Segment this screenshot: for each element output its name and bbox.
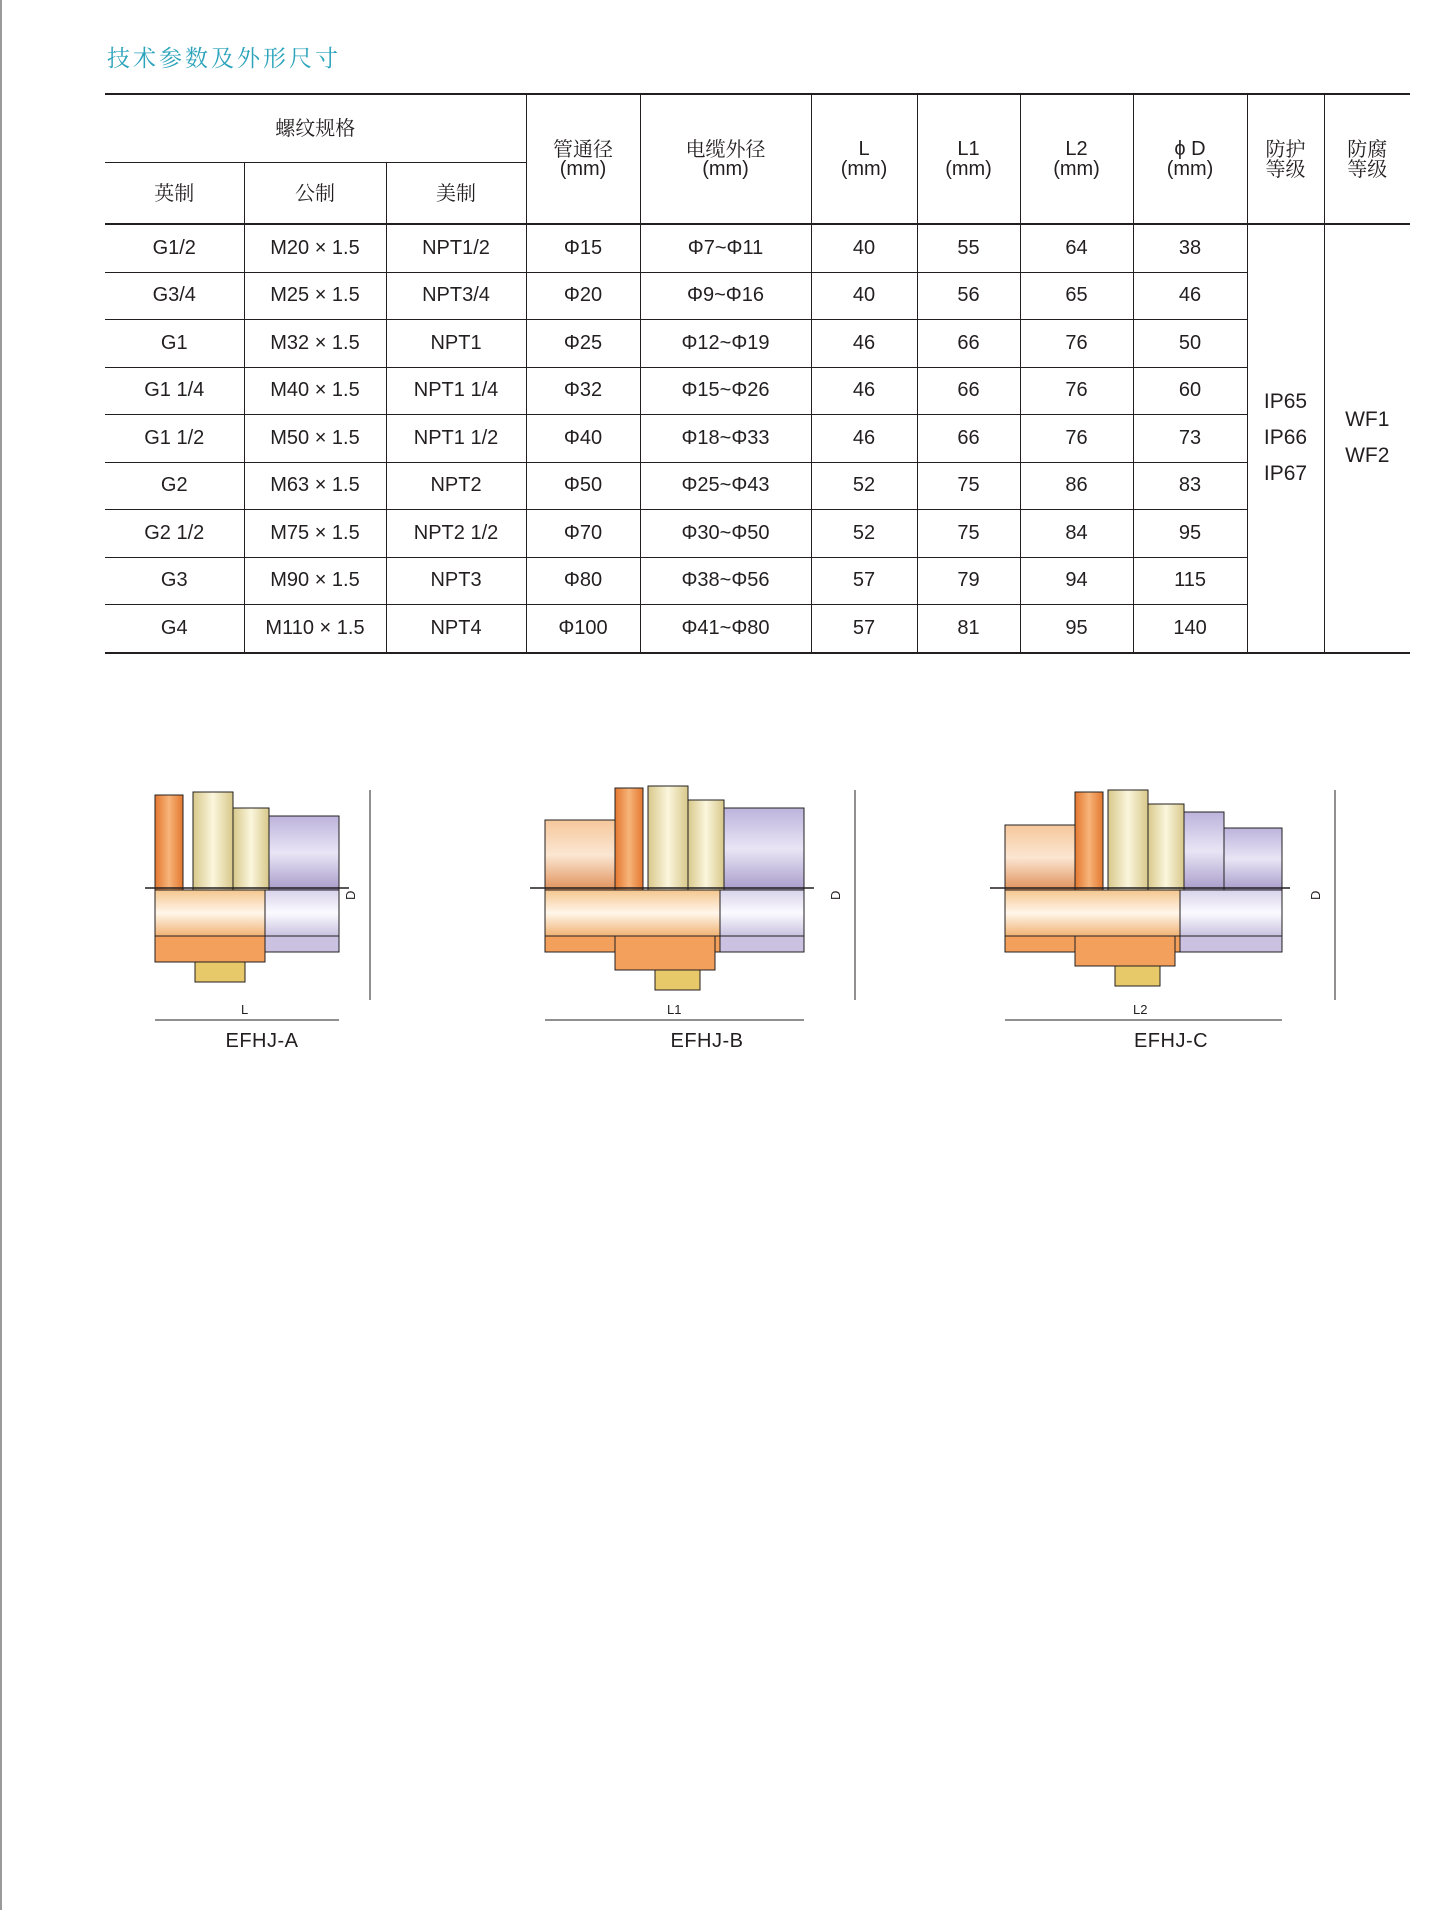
table-cell: Φ15 bbox=[526, 224, 640, 272]
table-cell: 115 bbox=[1133, 557, 1247, 605]
table-cell: 40 bbox=[811, 224, 917, 272]
table-cell: NPT1 bbox=[386, 320, 526, 368]
table-row bbox=[105, 224, 1410, 272]
table-cell: Φ12~Φ19 bbox=[640, 320, 811, 368]
table-cell: 86 bbox=[1020, 462, 1133, 510]
table-cell: 57 bbox=[811, 605, 917, 653]
table-row bbox=[105, 320, 1410, 368]
table-cell: 55 bbox=[917, 224, 1020, 272]
spec-table bbox=[105, 93, 1410, 654]
figure-label-efhj-a: EFHJ-A bbox=[225, 1030, 299, 1052]
table-cell: 64 bbox=[1020, 224, 1133, 272]
protection-header: 防护 等级 bbox=[1247, 94, 1324, 224]
table-cell: Φ80 bbox=[526, 557, 640, 605]
table-cell: Φ15~Φ26 bbox=[640, 367, 811, 415]
table-row bbox=[105, 462, 1410, 510]
table-row bbox=[105, 367, 1410, 415]
table-cell: NPT1/2 bbox=[386, 224, 526, 272]
table-cell: Φ9~Φ16 bbox=[640, 272, 811, 320]
table-row bbox=[105, 510, 1410, 558]
table-cell: Φ50 bbox=[526, 462, 640, 510]
table-cell: NPT3/4 bbox=[386, 272, 526, 320]
table-row bbox=[105, 557, 1410, 605]
table-cell: 84 bbox=[1020, 510, 1133, 558]
table-cell: G2 1/2 bbox=[105, 510, 244, 558]
table-cell: G4 bbox=[105, 605, 244, 653]
figure-efhj-c bbox=[990, 780, 1390, 1070]
table-cell: Φ7~Φ11 bbox=[640, 224, 811, 272]
table-cell: M32 × 1.5 bbox=[244, 320, 386, 368]
table-cell: Φ25~Φ43 bbox=[640, 462, 811, 510]
table-cell: 66 bbox=[917, 415, 1020, 463]
imperial-header: 英制 bbox=[105, 162, 244, 224]
dim-d-label: D bbox=[343, 890, 358, 900]
table-cell: 95 bbox=[1133, 510, 1247, 558]
table-cell: M20 × 1.5 bbox=[244, 224, 386, 272]
table-cell: NPT4 bbox=[386, 605, 526, 653]
table-cell: 94 bbox=[1020, 557, 1133, 605]
table-cell: Φ25 bbox=[526, 320, 640, 368]
table-cell: 95 bbox=[1020, 605, 1133, 653]
table-cell: 46 bbox=[1133, 272, 1247, 320]
table-cell: 38 bbox=[1133, 224, 1247, 272]
table-cell: NPT2 1/2 bbox=[386, 510, 526, 558]
table-cell: NPT2 bbox=[386, 462, 526, 510]
dim-l1-label: L1 bbox=[667, 1002, 682, 1017]
table-cell: G3 bbox=[105, 557, 244, 605]
cable-od-header: 电缆外径 (mm) bbox=[640, 94, 811, 224]
table-cell: G3/4 bbox=[105, 272, 244, 320]
figure-label-efhj-c: EFHJ-C bbox=[1133, 1030, 1209, 1052]
figure-label-efhj-b: EFHJ-B bbox=[670, 1030, 744, 1052]
dim-d-label: D bbox=[828, 890, 843, 900]
dim-l2-label: L2 bbox=[1133, 1002, 1148, 1017]
table-cell: 65 bbox=[1020, 272, 1133, 320]
table-cell: G1 1/2 bbox=[105, 415, 244, 463]
table-cell: 76 bbox=[1020, 367, 1133, 415]
table-cell: 40 bbox=[811, 272, 917, 320]
table-cell: 66 bbox=[917, 320, 1020, 368]
table-cell: M63 × 1.5 bbox=[244, 462, 386, 510]
dim-d-label: D bbox=[1308, 890, 1323, 900]
table-cell: 46 bbox=[811, 415, 917, 463]
table-cell: 60 bbox=[1133, 367, 1247, 415]
corrosion-header: 防腐 等级 bbox=[1324, 94, 1410, 224]
table-cell: NPT3 bbox=[386, 557, 526, 605]
table-cell: 75 bbox=[917, 462, 1020, 510]
table-cell: M90 × 1.5 bbox=[244, 557, 386, 605]
table-cell: 46 bbox=[811, 320, 917, 368]
metric-header: 公制 bbox=[244, 162, 386, 224]
table-cell: 50 bbox=[1133, 320, 1247, 368]
table-cell: G1/2 bbox=[105, 224, 244, 272]
table-cell: Φ38~Φ56 bbox=[640, 557, 811, 605]
table-cell: G1 1/4 bbox=[105, 367, 244, 415]
table-cell: 81 bbox=[917, 605, 1020, 653]
table-cell: M50 × 1.5 bbox=[244, 415, 386, 463]
table-cell: 75 bbox=[917, 510, 1020, 558]
table-cell: 73 bbox=[1133, 415, 1247, 463]
table-cell: 76 bbox=[1020, 320, 1133, 368]
pipe-bore-header: 管通径 (mm) bbox=[526, 94, 640, 224]
table-cell: 56 bbox=[917, 272, 1020, 320]
table-cell: 66 bbox=[917, 367, 1020, 415]
table-cell: Φ70 bbox=[526, 510, 640, 558]
figure-efhj-b bbox=[530, 780, 930, 1070]
american-header: 美制 bbox=[386, 162, 526, 224]
D-header: ϕ D (mm) bbox=[1133, 94, 1247, 224]
L1-header: L1 (mm) bbox=[917, 94, 1020, 224]
table-cell: M40 × 1.5 bbox=[244, 367, 386, 415]
page-title: 技术参数及外形尺寸 bbox=[107, 46, 341, 72]
dim-l-label: L bbox=[241, 1002, 249, 1017]
table-cell: Φ30~Φ50 bbox=[640, 510, 811, 558]
table-cell: Φ32 bbox=[526, 367, 640, 415]
L2-header: L2 (mm) bbox=[1020, 94, 1133, 224]
table-row bbox=[105, 605, 1410, 653]
page-edge-rule bbox=[0, 0, 2, 1910]
table-cell: 52 bbox=[811, 510, 917, 558]
protection-grade-cell: IP65 IP66 IP67 bbox=[1247, 224, 1324, 653]
table-cell: 57 bbox=[811, 557, 917, 605]
table-cell: 52 bbox=[811, 462, 917, 510]
table-cell: 140 bbox=[1133, 605, 1247, 653]
corrosion-grade-cell: WF1 WF2 bbox=[1324, 224, 1410, 653]
table-cell: G1 bbox=[105, 320, 244, 368]
table-cell: 83 bbox=[1133, 462, 1247, 510]
table-cell: M110 × 1.5 bbox=[244, 605, 386, 653]
table-cell: Φ41~Φ80 bbox=[640, 605, 811, 653]
table-cell: NPT1 1/2 bbox=[386, 415, 526, 463]
table-row bbox=[105, 272, 1410, 320]
table-cell: 79 bbox=[917, 557, 1020, 605]
table-cell: 76 bbox=[1020, 415, 1133, 463]
thread-spec-header: 螺纹规格 bbox=[105, 94, 526, 162]
table-cell: M75 × 1.5 bbox=[244, 510, 386, 558]
figure-efhj-a bbox=[115, 780, 515, 1070]
table-cell: Φ100 bbox=[526, 605, 640, 653]
L-header: L (mm) bbox=[811, 94, 917, 224]
table-cell: 46 bbox=[811, 367, 917, 415]
table-cell: M25 × 1.5 bbox=[244, 272, 386, 320]
table-cell: G2 bbox=[105, 462, 244, 510]
table-cell: NPT1 1/4 bbox=[386, 367, 526, 415]
table-cell: Φ20 bbox=[526, 272, 640, 320]
table-row bbox=[105, 415, 1410, 463]
table-cell: Φ18~Φ33 bbox=[640, 415, 811, 463]
table-cell: Φ40 bbox=[526, 415, 640, 463]
